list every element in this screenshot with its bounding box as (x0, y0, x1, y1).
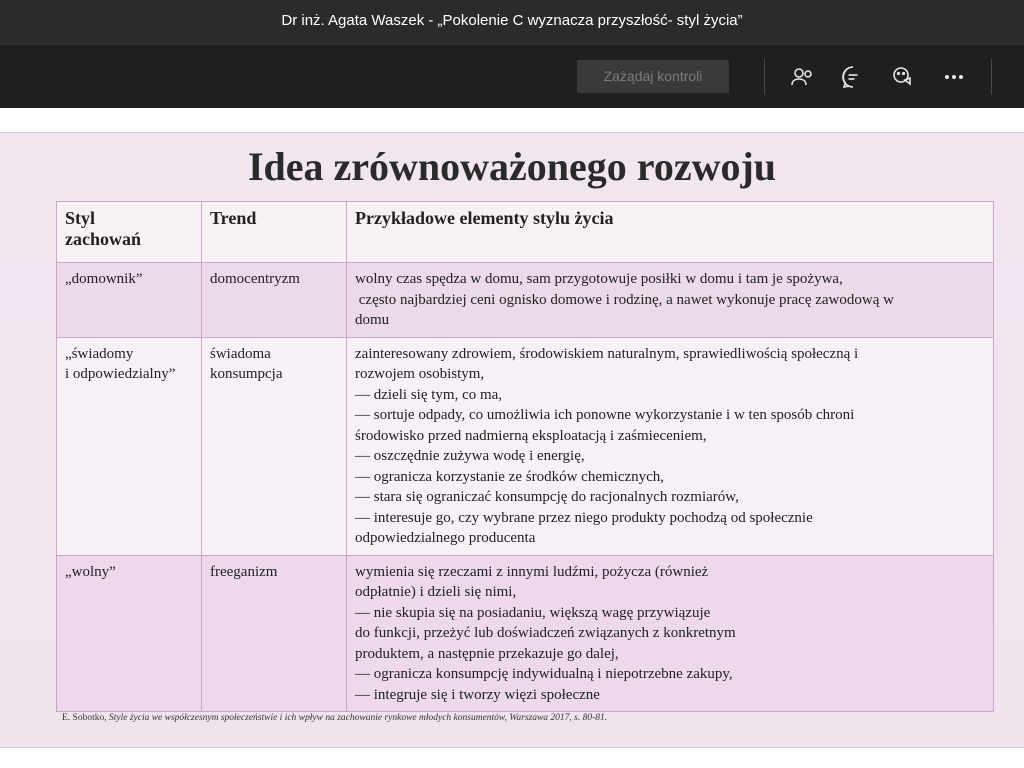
slide-title: Idea zrównoważonego rozwoju (247, 144, 777, 189)
table-row (57, 263, 994, 338)
cell-description: zainteresowany zdrowiem, środowiskiem naturalnym, sprawiedliwością społeczną i rozwojem osobistym, — dzieli się tym, co ma, — sortuje odpady, co umożliwia ich ponowne wykorzystanie i w ten sposób chroni środowisko przed nadmierną eksploatacją i zaśmieceniem, — oszczędnie zużywa wodę i energię, — ogranicza korzystanie ze środków chemicznych, — stara się ograniczać konsumpcję do racjonalnych rozmiarów, — interesuje go, czy wybrane przez niego produkty pochodzą od społecznie odpowiedzialnego producenta (347, 337, 994, 555)
window-titlebar (0, 0, 1024, 44)
chat-icon[interactable] (839, 63, 867, 91)
cell-description: wymienia się rzeczami z innymi ludźmi, pożycza (również odpłatnie) i dzieli się nimi, — nie skupia się na posiadaniu, większą wagę przywiązuje do funkcji, przeżyć lub doświadczeń związanych z konkretnym produktem, a następnie przekazuje go dalej, — ogranicza konsumpcję indywidualną i niepotrzebne zakupy, — integruje się i tworzy więzi społeczne (347, 555, 994, 712)
meeting-toolbar (0, 44, 1024, 109)
cell-style: „świadomy i odpowiedzialny” (57, 337, 202, 555)
citation-details: Warszawa 2017, s. 80-81. (509, 713, 608, 723)
lifestyle-table (56, 201, 994, 712)
people-icon[interactable] (789, 63, 817, 91)
citation-title: Style życia we współczesnym społeczeństwie i ich wpływ na zachowanie rynkowe młodych konsumentów, (108, 713, 510, 723)
toolbar-divider (991, 59, 992, 95)
source-citation (62, 713, 607, 723)
cell-trend: freeganizm (202, 555, 347, 712)
header-style: Styl zachowań (57, 202, 202, 263)
request-control-button[interactable]: Zażądaj kontroli (577, 60, 729, 93)
header-elements: Przykładowe elementy stylu życia (347, 202, 994, 263)
table-row (57, 337, 994, 555)
reactions-icon[interactable] (889, 63, 917, 91)
header-trend: Trend (202, 202, 347, 263)
device-icon[interactable] (1012, 63, 1024, 91)
cell-trend: domocentryzm (202, 263, 347, 338)
citation-author: E. Sobotko, (62, 713, 109, 723)
table-header-row (57, 202, 994, 263)
cell-style: „wolny” (57, 555, 202, 712)
presentation-slide (0, 132, 1024, 748)
table-row (57, 555, 994, 712)
toolbar-divider (764, 59, 765, 95)
window-title: Dr inż. Agata Waszek - „Pokolenie C wyznacza przyszłość- styl życia” (281, 12, 743, 29)
more-icon[interactable] (940, 63, 968, 91)
cell-description: wolny czas spędza w domu, sam przygotowuje posiłki w domu i tam je spożywa, często najbardziej ceni ognisko domowe i rodzinę, a nawet wykonuje pracę zawodową w domu (347, 263, 994, 338)
cell-style: „domownik” (57, 263, 202, 338)
cell-trend: świadoma konsumpcja (202, 337, 347, 555)
shared-screen (0, 108, 1024, 768)
